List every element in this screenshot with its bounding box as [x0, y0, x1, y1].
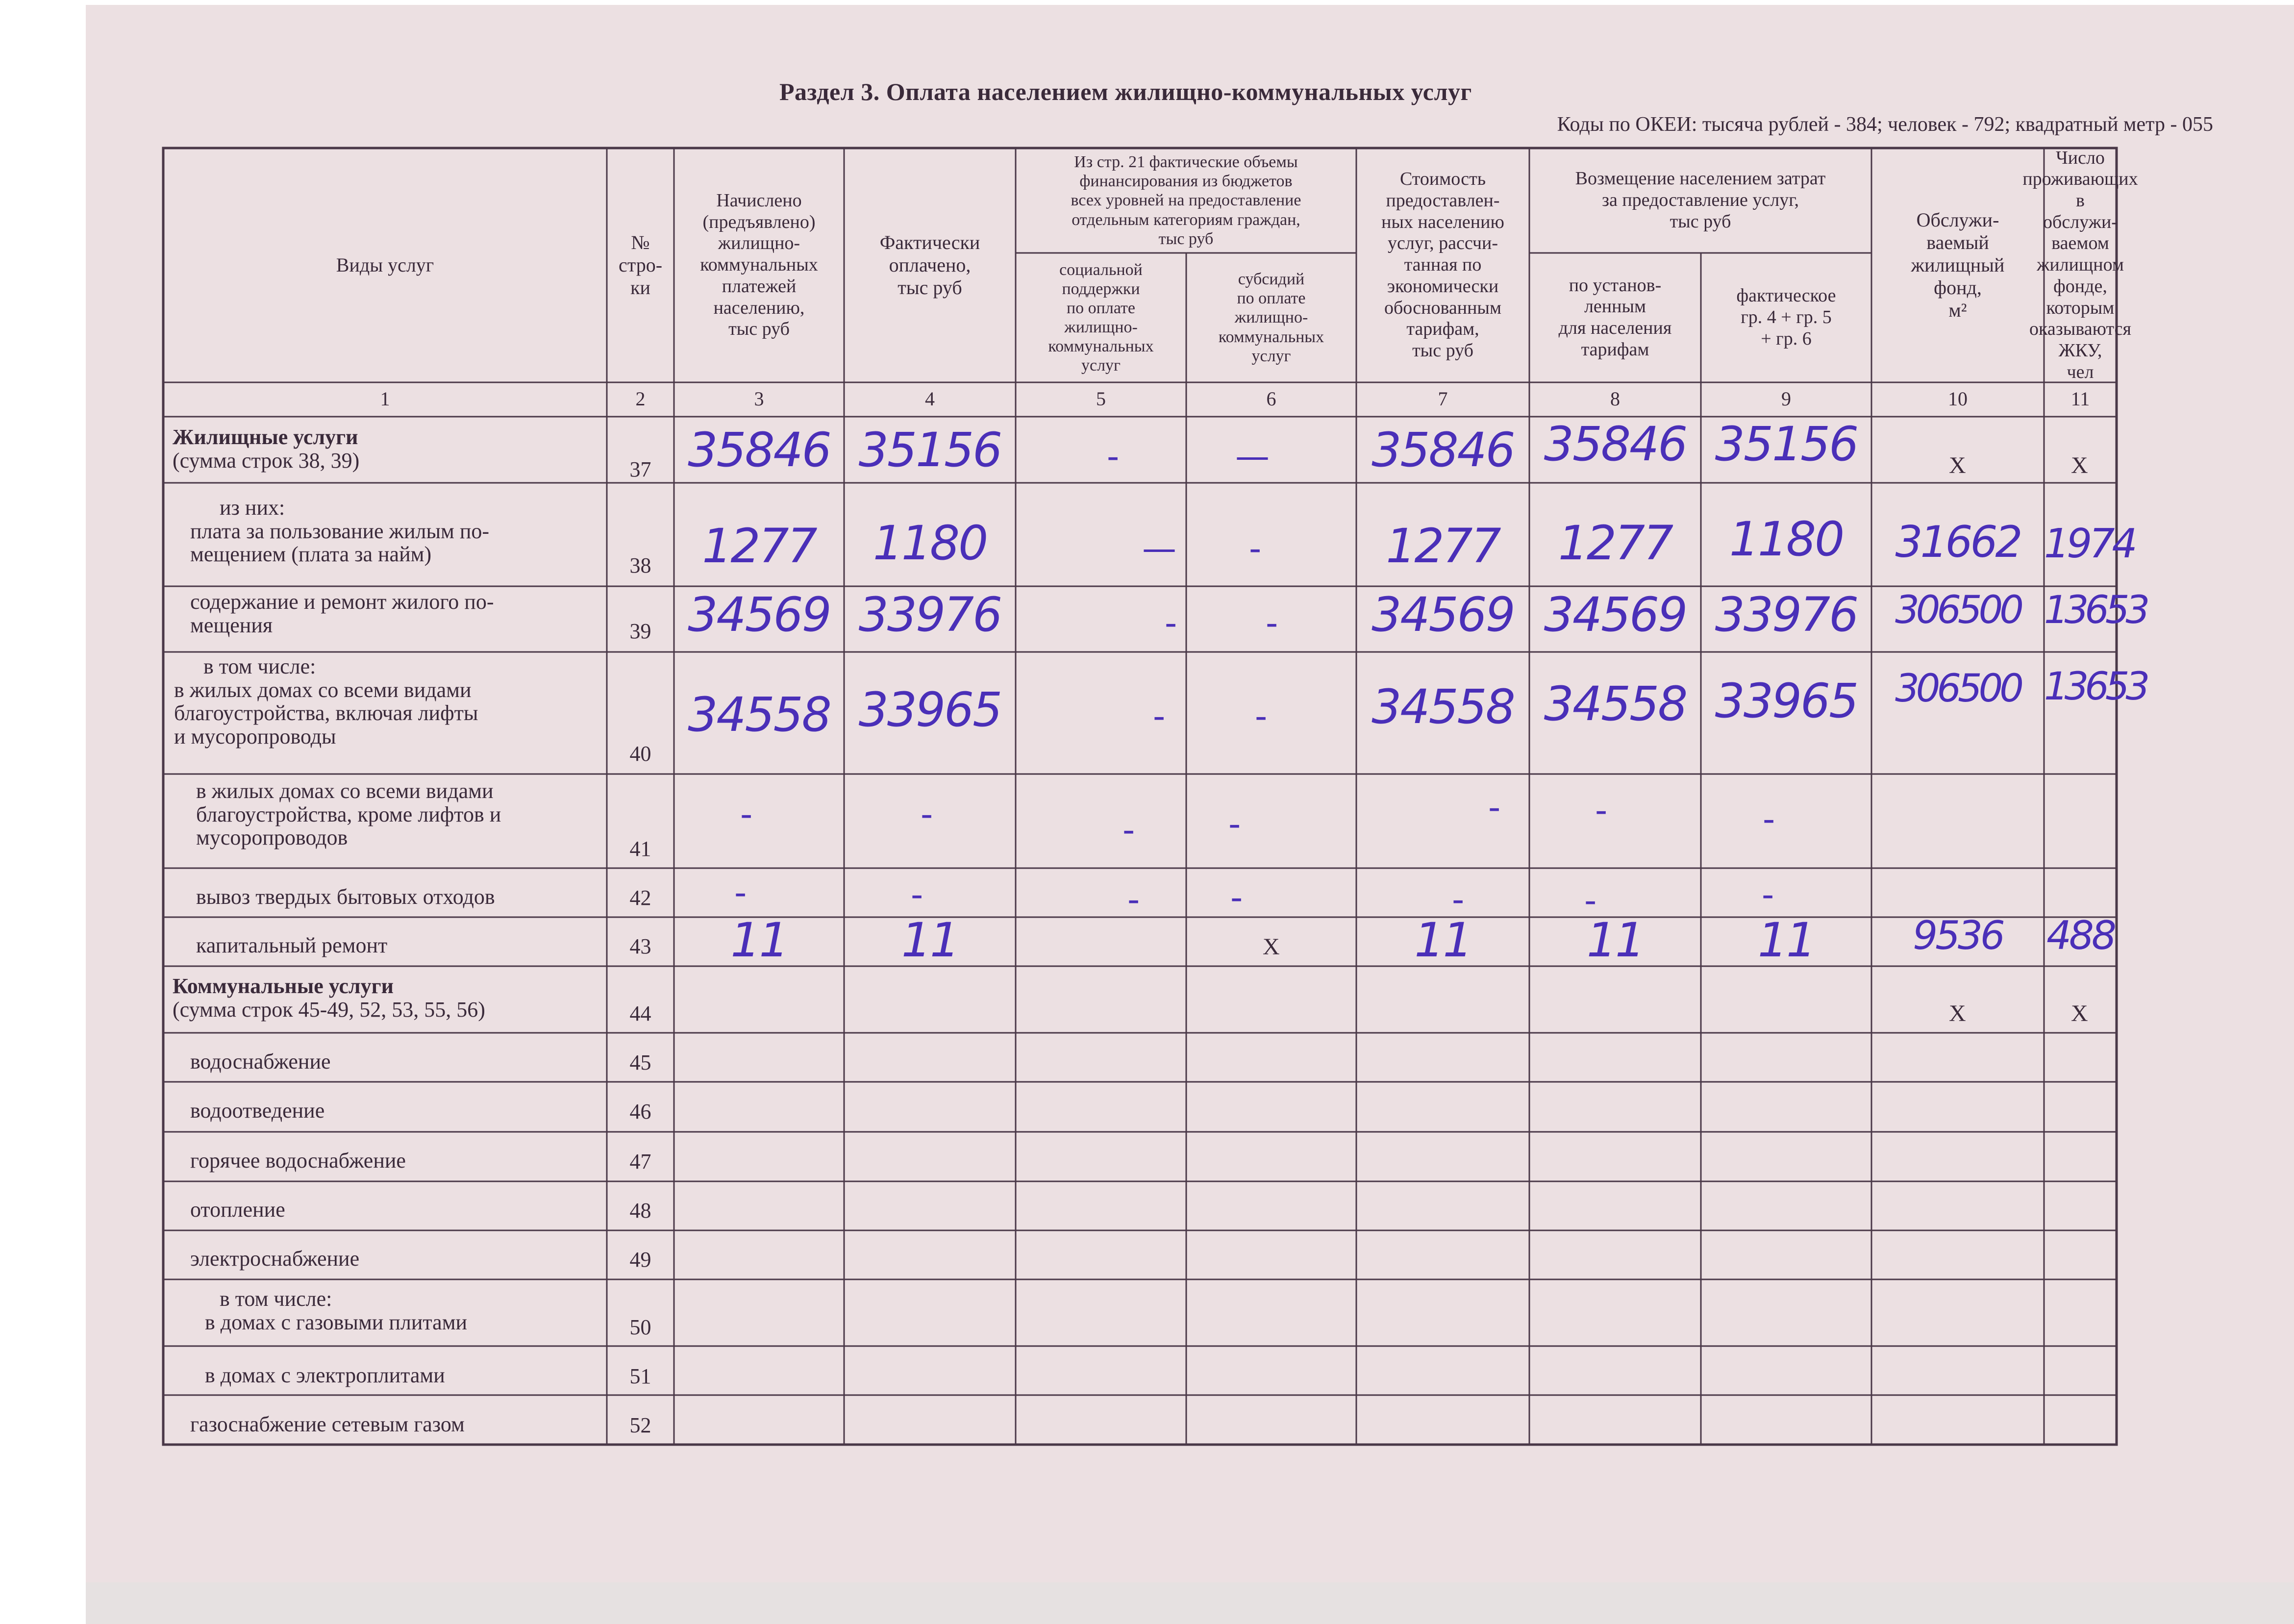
cell-38-col3: 1277	[702, 519, 816, 574]
header-line-number: № стро- ки	[618, 231, 663, 299]
cell-37-col9: 35156	[1715, 417, 1858, 472]
cell-40-col10: 306500	[1895, 667, 2020, 711]
line-no-43: 43	[629, 934, 651, 958]
col-number-9: 9	[1781, 388, 1791, 410]
line-no-47: 47	[629, 1149, 651, 1174]
cell-41-col3: -	[740, 794, 753, 834]
col-number-8: 8	[1610, 388, 1620, 410]
cell-40-col4: 33965	[858, 682, 1001, 737]
cell-38-col8: 1277	[1558, 516, 1672, 571]
section-title: Раздел 3. Оплата населением жилищно-коммунальных услуг	[779, 78, 1472, 105]
row-label-48: отопление	[190, 1198, 285, 1222]
cell-37-col5: -	[1107, 436, 1120, 476]
cell-38-col10: 31662	[1895, 517, 2020, 567]
cell-43-col4: 11	[901, 913, 959, 968]
cell-38-col6: -	[1249, 528, 1262, 569]
cell-37-col4: 35156	[858, 423, 1001, 477]
col-number-6: 6	[1266, 388, 1276, 410]
cell-39-col7: 34569	[1371, 587, 1514, 642]
header-actual-sum: фактическое гр. 4 + гр. 5 + гр. 6	[1736, 285, 1836, 349]
line-no-37: 37	[629, 457, 651, 481]
cell-39-col6: -	[1266, 603, 1278, 643]
row-label-37: Жилищные услуги (сумма строк 38, 39)	[173, 425, 360, 473]
cell-38-col11: 1974	[2044, 521, 2135, 567]
cell-43-col10: 9536	[1913, 913, 2003, 958]
cell-40-col9: 33965	[1715, 674, 1858, 728]
cell-39-col5: -	[1165, 603, 1177, 643]
header-accrued: Начислено (предъявлено) жилищно- коммунальных платежей населению, тыс руб	[700, 190, 818, 340]
col-number-11: 11	[2070, 388, 2090, 410]
cell-41-col9: -	[1763, 799, 1775, 839]
header-reimbursement: Возмещение населением затрат за предоставление услуг, тыс руб	[1575, 168, 1826, 232]
cell-40-col11: 13653	[2044, 665, 2146, 709]
cell-43-col9: 11	[1757, 913, 1815, 968]
line-no-39: 39	[629, 619, 651, 643]
row-label-47: горячее водоснабжение	[190, 1149, 406, 1173]
line-no-38: 38	[629, 553, 651, 577]
cell-42-col9: -	[1762, 874, 1774, 915]
line-no-50: 50	[629, 1315, 651, 1339]
cell-43-col8: 11	[1586, 913, 1644, 968]
header-cost-of-services: Стоимость предоставлен- ных населению услуг, рассчи- танная по экономически обоснованным тарифам, тыс руб	[1381, 169, 1504, 361]
cell-42-col4: -	[911, 874, 923, 915]
col-number-7: 7	[1438, 388, 1448, 410]
cell-39-col9: 33976	[1715, 587, 1858, 642]
row-label-38: из них: плата за пользование жилым по- мещением (плата за найм)	[190, 496, 490, 567]
cell-40-col6: -	[1255, 696, 1268, 736]
header-social-support: социальной поддержки по оплате жилищно- коммунальных услуг	[1048, 260, 1154, 375]
row-label-52: газоснабжение сетевым газом	[190, 1412, 465, 1436]
cell-41-col7: -	[1488, 787, 1501, 827]
cell-38-col7: 1277	[1386, 519, 1500, 574]
line-no-48: 48	[629, 1199, 651, 1223]
line-no-49: 49	[629, 1248, 651, 1272]
col-number-4: 4	[925, 388, 935, 410]
row-label-42: вывоз твердых бытовых отходов	[196, 885, 495, 909]
header-residents: Число проживающих в обслужи- ваемом жилищном фонде, которым оказываются ЖКУ, чел	[2022, 147, 2138, 382]
cell-42-col6: -	[1230, 877, 1243, 918]
col-number-2: 2	[635, 388, 646, 410]
cell-37-col11: X	[2071, 452, 2088, 478]
line-no-52: 52	[629, 1413, 651, 1437]
row-label-51: в домах с электроплитами	[205, 1363, 445, 1387]
header-subsidies: субсидий по оплате жилищно- коммунальных услуг	[1218, 270, 1324, 365]
header-budget-financing: Из стр. 21 фактические объемы финансирования из бюджетов всех уровней на предоставление отдельным категориям граждан, тыс руб	[1071, 153, 1301, 248]
line-no-45: 45	[629, 1050, 651, 1074]
cell-39-col8: 34569	[1544, 587, 1687, 642]
cell-42-col3: -	[734, 873, 747, 913]
cell-42-col7: -	[1452, 879, 1465, 920]
cell-39-col3: 34569	[688, 587, 830, 642]
row-label-40: в том числе: в жилых домах со всеми видами благоустройства, включая лифты и мусоропроводы	[174, 654, 478, 749]
cell-37-col3: 35846	[688, 423, 830, 477]
line-no-51: 51	[629, 1364, 651, 1388]
col-number-5: 5	[1096, 388, 1106, 410]
cell-38-col4: 1180	[873, 516, 987, 571]
col-number-3: 3	[754, 388, 764, 410]
cell-40-col5: -	[1153, 696, 1166, 736]
cell-43-col7: 11	[1414, 913, 1471, 968]
cell-41-col8: -	[1595, 790, 1608, 830]
cell-43-col6: X	[1263, 934, 1280, 960]
cell-42-col5: -	[1127, 879, 1140, 920]
cell-41-col4: -	[921, 794, 933, 834]
line-no-41: 41	[629, 837, 651, 861]
row-label-44: Коммунальные услуги (сумма строк 45-49, 52, 53, 55, 56)	[173, 974, 485, 1022]
cell-39-col11: 13653	[2044, 588, 2146, 632]
cell-40-col8: 34558	[1544, 676, 1687, 731]
col-number-10: 10	[1948, 388, 1968, 410]
row-label-49: электроснабжение	[190, 1247, 360, 1271]
cell-37-col6: —	[1235, 436, 1270, 476]
cell-37-col7: 35846	[1371, 423, 1514, 477]
row-label-46: водоотведение	[190, 1099, 325, 1123]
header-paid: Фактически оплачено, тыс руб	[879, 231, 980, 299]
header-established-tariffs: по установ- ленным для населения тарифам	[1558, 275, 1672, 360]
row-label-39: содержание и ремонт жилого по- мещения	[190, 590, 494, 637]
cell-42-col8: -	[1584, 880, 1597, 921]
row-label-43: капитальный ремонт	[196, 933, 388, 957]
cell-39-col10: 306500	[1895, 588, 2020, 632]
cell-41-col6: -	[1228, 804, 1241, 844]
header-service-types: Виды услуг	[336, 254, 434, 276]
header-housing-fund: Обслужи- ваемый жилищный фонд, м²	[1911, 209, 2005, 321]
cell-44-col11: X	[2071, 1000, 2088, 1026]
line-no-44: 44	[629, 1001, 651, 1025]
cell-44-col10: X	[1949, 1000, 1966, 1026]
line-no-46: 46	[629, 1099, 651, 1124]
row-label-41: в жилых домах со всеми видами благоустройства, кроме лифтов и мусоропроводов	[196, 779, 501, 850]
cell-41-col5: -	[1122, 810, 1135, 850]
cell-43-col11: 488	[2046, 913, 2114, 958]
line-no-42: 42	[629, 886, 651, 910]
cell-43-col3: 11	[730, 913, 788, 968]
okei-codes: Коды по ОКЕИ: тысяча рублей - 384; человек - 792; квадратный метр - 055	[1557, 113, 2213, 136]
cell-38-col9: 1180	[1729, 512, 1844, 567]
cell-37-col10: X	[1949, 452, 1966, 478]
row-label-50: в том числе: в домах с газовыми плитами	[205, 1287, 468, 1334]
cell-40-col7: 34558	[1371, 679, 1514, 734]
line-no-40: 40	[629, 742, 651, 766]
cell-39-col4: 33976	[858, 587, 1001, 642]
row-label-45: водоснабжение	[190, 1049, 331, 1074]
col-number-1: 1	[380, 388, 390, 410]
cell-40-col3: 34558	[688, 687, 830, 742]
cell-37-col8: 35846	[1544, 417, 1687, 472]
cell-38-col5: —	[1142, 528, 1176, 569]
